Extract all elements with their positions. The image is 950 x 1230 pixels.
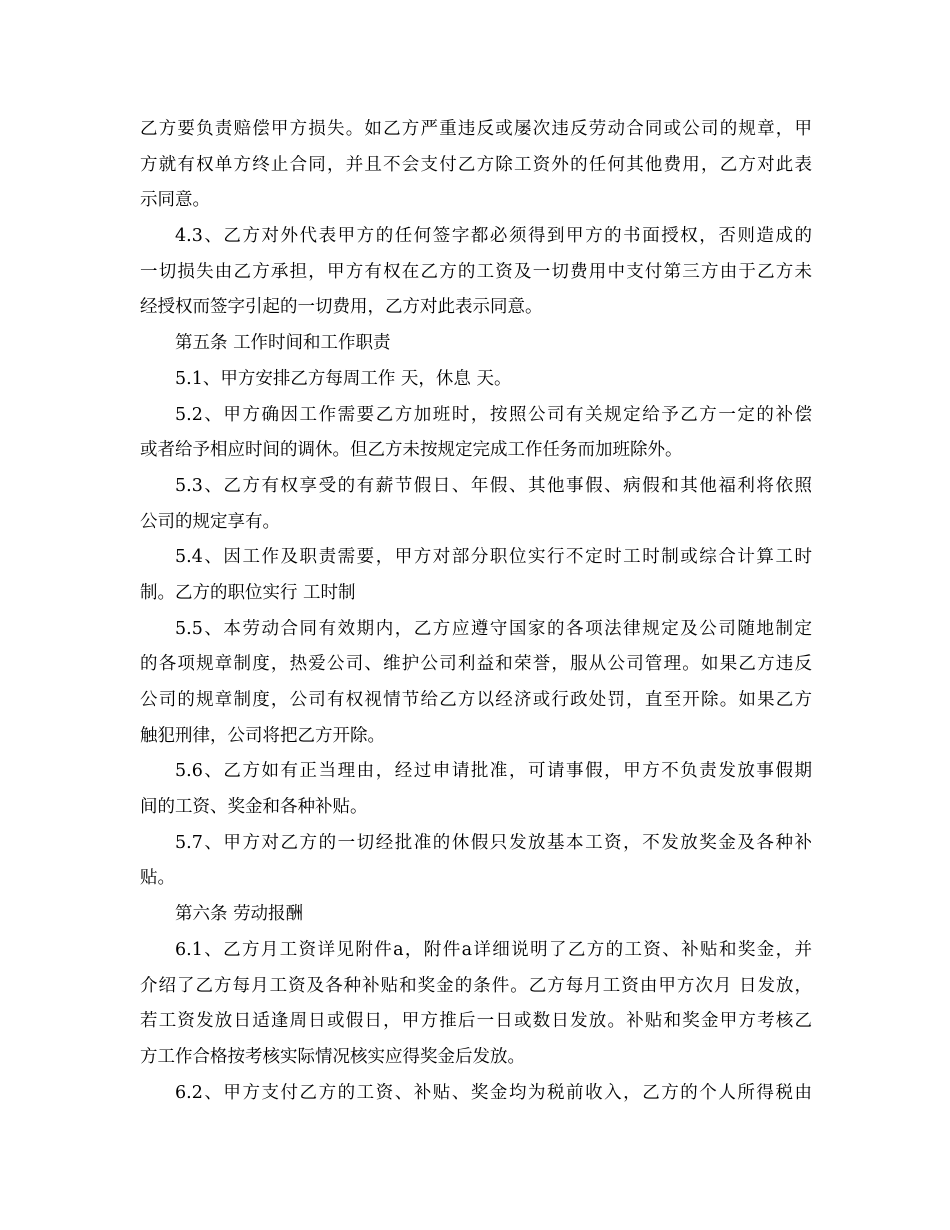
text-line: 4.3、乙方对外代表甲方的任何签字都必须得到甲方的书面授权，否则造成的 <box>175 226 812 247</box>
text-line: 方就有权单方终止合同，并且不会支付乙方除工资外的任何其他费用，乙方对此表 <box>140 154 812 175</box>
text-line: 第五条 工作时间和工作职责 <box>175 333 391 354</box>
text-line: 5.5、本劳动合同有效期内，乙方应遵守国家的各项法律规定及公司随地制定 <box>175 618 812 639</box>
text-line: 经授权而签字引起的一切费用，乙方对此表示同意。 <box>140 297 543 318</box>
text-line: 公司的规章制度，公司有权视情节给乙方以经济或行政处罚，直至开除。如果乙方 <box>140 690 812 710</box>
text-line: 5.3、乙方有权享受的有薪节假日、年假、其他事假、病假和其他福利将依照 <box>175 475 812 496</box>
text-line: 5.2、甲方确因工作需要乙方加班时，按照公司有关规定给予乙方一定的补偿 <box>175 404 812 425</box>
text-line: 5.1、甲方安排乙方每周工作 天，休息 天。 <box>175 368 512 389</box>
text-line: 公司的规定享有。 <box>140 511 280 532</box>
text-line: 制。乙方的职位实行 工时制 <box>140 582 356 603</box>
text-line: 贴。 <box>140 868 175 889</box>
text-line: 5.6、乙方如有正当理由，经过申请批准，可请事假，甲方不负责发放事假期 <box>175 761 812 782</box>
text-line: 方工作合格按考核实际情况核实应得奖金后发放。 <box>140 1046 525 1067</box>
text-line: 5.4、因工作及职责需要，甲方对部分职位实行不定时工时制或综合计算工时 <box>175 547 812 568</box>
text-line: 6.1、乙方月工资详见附件a，附件a详细说明了乙方的工资、补贴和奖金，并 <box>175 939 812 960</box>
text-line: 的各项规章制度，热爱公司、维护公司利益和荣誉，服从公司管理。如果乙方违反 <box>140 654 812 675</box>
text-line: 6.2、甲方支付乙方的工资、补贴、奖金均为税前收入，乙方的个人所得税由 <box>175 1082 812 1103</box>
text-line: 乙方要负责赔偿甲方损失。如乙方严重违反或屡次违反劳动合同或公司的规章，甲 <box>140 119 812 139</box>
text-line: 介绍了乙方每月工资及各种补贴和奖金的条件。乙方每月工资由甲方次月 日发放， <box>140 975 812 996</box>
text-line: 触犯刑律，公司将把乙方开除。 <box>140 725 385 746</box>
text-line: 第六条 劳动报酬 <box>175 904 304 925</box>
text-line: 间的工资、奖金和各种补贴。 <box>140 797 368 818</box>
text-line: 5.7、甲方对乙方的一切经批准的休假只发放基本工资，不发放奖金及各种补 <box>175 832 812 853</box>
text-line: 若工资发放日适逢周日或假日，甲方推后一日或数日发放。补贴和奖金甲方考核乙 <box>140 1011 812 1032</box>
text-line: 示同意。 <box>140 190 210 211</box>
text-line: 或者给予相应时间的调休。但乙方未按规定完成工作任务而加班除外。 <box>140 440 683 461</box>
document-body <box>140 112 812 1111</box>
text-line: 一切损失由乙方承担，甲方有权在乙方的工资及一切费用中支付第三方由于乙方未 <box>140 261 812 282</box>
